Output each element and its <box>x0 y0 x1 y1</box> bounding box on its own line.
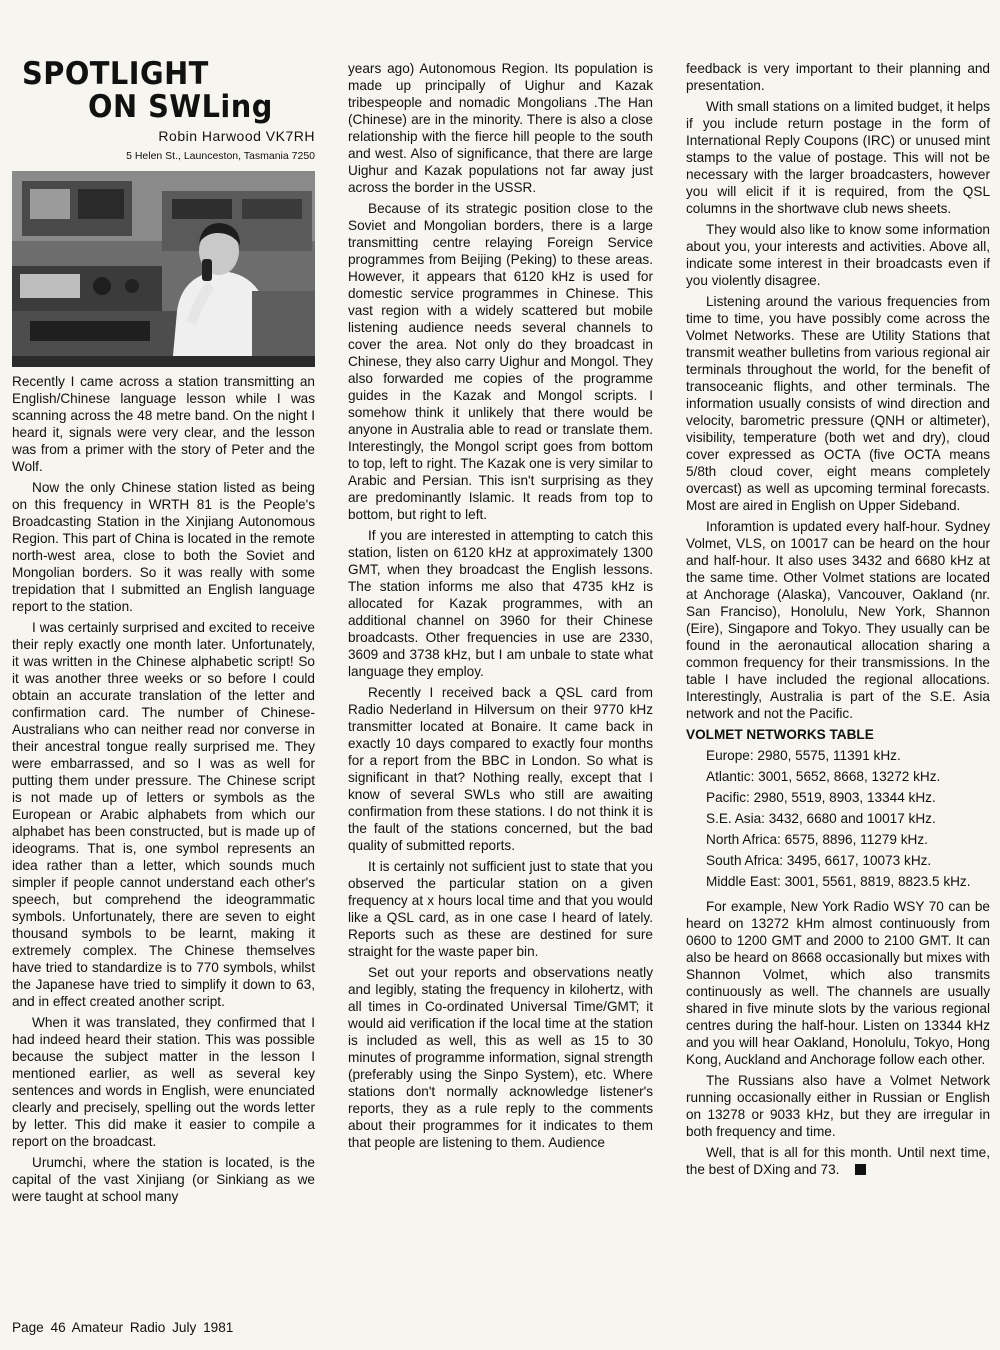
paragraph: For example, New York Radio WSY 70 can be heard on 13272 kHm almost continuously from 0600 to 1200 GMT and 2000 to 2100 GMT. It can also be heard on 8668 occasionally but mixes with Shannon Volmet, which also transmits continuously as well. The channels are usually shared in five minute slots by the various regional centres during the half-hour. Listen on 13344 kHz and you will hear Oakland, Honolulu, Tokyo, Hong Kong, Auckland and Anchorage follow each other. <box>686 899 990 1067</box>
paragraph: Recently I came across a station transmitting an English/Chinese language lesson while I was scanning across the 48 metre band. On the night I heard it, signals were very clear, and the lesson was from a primer with the story of Peter and the Wolf. <box>12 374 315 474</box>
paragraph: Inforamtion is updated every half-hour. Sydney Volmet, VLS, on 10017 can be heard on the hour and half-hour. It also uses 3432 and 6680 kHz at the same time. Other Volmet stations are located at Anchorage (Alaska), Vancouver, Oakland (nr. San Franciso), Honolulu, New York, Shannon (Eire), Singapore and Tokyo. They usually can be found in the aeronautical allocation sharing a common frequency for their transmissions. In the table I have included the regional allocations. Interestingly, Australia is part of the S.E. Asia network and not the Pacific. <box>686 519 990 721</box>
volmet-table-row: S.E. Asia: 3432, 6680 and 10017 kHz. <box>706 811 936 826</box>
paragraph: Set out your reports and observations neatly and legibly, stating the frequency in kilohertz, with all times in Co-ordinated Universal Time/GMT; it would aid verification if the local time at the station is included as well, this as well as 15 to 30 minutes of programme information, signal strength (preferably using the Sinpo System), etc. Where stations don't normally acknowledge listener's reports, they as a rule reply to the comments about their programmes for it indicates to them that people are listening to them. Audience <box>348 965 653 1150</box>
paragraph: When it was translated, they confirmed that I had indeed heard their station. This was possible because the subject matter in the lesson I mentioned earlier, as well as several key sentences and words in English, were enunciated clearly and precisely, spelling out the words letter by letter. This did make it easier to compile a report on the broadcast. <box>12 1015 315 1149</box>
volmet-table-row: Middle East: 3001, 5561, 8819, 8823.5 kHz. <box>706 874 971 889</box>
paragraph: feedback is very important to their planning and presentation. <box>686 61 990 93</box>
author-byline: Robin Harwood VK7RH <box>158 128 315 144</box>
volmet-table-row: Atlantic: 3001, 5652, 8668, 13272 kHz. <box>706 769 941 784</box>
paragraph: With small stations on a limited budget, it helps if you include return postage in the form of International Reply Coupons (IRC) or unused mint stamps to the value of postage. This will not be necessary with the larger broadcasters, however you will elicit if it is required, from the QSL columns in the shortwave club news sheets. <box>686 99 990 216</box>
paragraph: Recently I received back a QSL card from Radio Nederland in Hilversum on their 9770 kHz transmitter located at Bonaire. It came back in exactly 10 days compared to exactly four months for a report from the BBC in London. So what is significant in that? Nothing really, except that I know of several SWLs who still are awaiting confirmation from these stations. I do not think it is the fault of the stations concerned, but the bad quality of submitted reports. <box>348 685 653 853</box>
page-footer: Page 46 Amateur Radio July 1981 <box>12 1320 234 1335</box>
volmet-table-row: Europe: 2980, 5575, 11391 kHz. <box>706 748 901 763</box>
paragraph-final <box>686 1144 990 1178</box>
volmet-table-row: South Africa: 3495, 6617, 10073 kHz. <box>706 853 932 868</box>
paragraph: Urumchi, where the station is located, is the capital of the vast Xinjiang (or Sinkiang as we were taught at school many <box>12 1155 315 1204</box>
column-1 <box>12 58 315 1209</box>
paragraph: They would also like to know some information about you, your interests and activities. Above all, indicate some interest in their broadcasts even if you violently disagree. <box>686 222 990 288</box>
column-3 <box>686 60 990 1182</box>
paragraph: Because of its strategic position close to the Soviet and Mongolian borders, there is a large transmitting centre relaying Foreign Service programmes from Beijing (Peking) to these areas. However, it appears that 6120 kHz is used for domestic service programmes in Chinese. This vast region with a widely scattered but mobile listening audience needs several channels to cover the area. Not only do they broadcast in Chinese, they also carry Uighur and Mongol. They also forwarded me copies of the programme guides in the Kazak and Mongol scripts. I somehow think it unlikely that there would be anyone in Australia able to read or translate them. Interestingly, the Mongol script goes from bottom to top, left to right. The Kazak one is very similar to Arabic and Persian. This isn't surprising as they are predominantly Islamic. It reads from top to bottom, but right to left. <box>348 201 653 522</box>
photo-illustration <box>12 171 315 367</box>
end-of-article-mark <box>855 1164 866 1175</box>
volmet-table <box>686 726 990 890</box>
paragraph: If you are interested in attempting to catch this station, listen on 6120 kHz at approximately 1300 GMT, when they broadcast the English lessons. The station informs me also that 4735 kHz is allocated for Kazak programmes, with an additional channel on 3960 for their Chinese broadcasts. Other frequencies in use are 2330, 3609 and 3738 kHz, but I am unbale to state what language they employ. <box>348 528 653 679</box>
closing-text: Well, that is all for this month. Until next time, the best of DXing and 73. <box>686 1145 990 1177</box>
column-2 <box>348 60 653 1155</box>
volmet-table-row: Pacific: 2980, 5519, 8903, 13344 kHz. <box>706 790 936 805</box>
title-line-1: SPOTLIGHT <box>22 56 209 92</box>
paragraph: Now the only Chinese station listed as being on this frequency in WRTH 81 is the People's Broadcasting Station in the Xinjiang Autonomous Region. This part of China is located in the remote north-west area, close to both the Soviet and Mongolian borders. So it was really with some trepidation that I submitted an English language report to the station. <box>12 480 315 614</box>
paragraph: I was certainly surprised and excited to receive their reply exactly one month later. Unfortunately, it was written in the Chinese alphabetic script! So it was another three weeks or so before I could obtain an accurate translation of the letter and confirmation card. The number of Chinese-Australians who can neither read nor converse in their ancestral tongue really surprised me. They were embarrassed, and so I was as well for putting them under pressure. The Chinese script is not made up of letters or symbols as the European or Arabic alphabets from which our alphabet has been constructed, but is made up of ideograms. That is, one symbol represents an idea rather than a letter, which sounds much simpler if people cannot understand each other's speech, but comprehend the ideogrammatic symbols. Unfortunately, there are seven to eight thousand symbols to be learnt, making it extremely complex. The Chinese themselves have tried to standardize is to 770 symbols, whilst the Japanese have tried to simplify it down to 63, and in effect created another script. <box>12 620 315 1009</box>
paragraph: Listening around the various frequencies from time to time, you have possibly come across the Volmet Networks. These are Utility Stations that transmit weather bulletins from various regional air terminals throughout the world, for the benefit of transoceanic flights, and other terminals. The information usually consists of wind direction and velocity, barometric pressure (QNH or altimeter), visibility, temperature (both wet and dry), cloud cover expressed as OCTA (five OCTA means 5/8th cloud cover, eight means completely overcast) as well as upcoming terminal forecasts. Most are aired in English on Upper Sideband. <box>686 294 990 513</box>
volmet-table-heading: VOLMET NETWORKS TABLE <box>686 727 874 742</box>
paragraph: The Russians also have a Volmet Network running occasionally either in Russian or English on 13278 or 9033 kHz, but they are irregular in both frequency and time. <box>686 1073 990 1139</box>
operator-photo <box>12 171 315 367</box>
title-line-2: ON SWLing <box>88 89 273 125</box>
author-address: 5 Helen St., Launceston, Tasmania 7250 <box>126 150 315 162</box>
volmet-table-row: North Africa: 6575, 8896, 11279 kHz. <box>706 832 928 847</box>
paragraph: years ago) Autonomous Region. Its population is made up principally of Uighur and Kazak tribespeople and nomadic Mongolians .The Han (Chinese) are in the minority. There is also a close relationship with the fierce hill people to the south and west. Also of significance, that there are large Uighur and Kazak populations not far away just across the border in the USSR. <box>348 61 653 195</box>
paragraph: It is certainly not sufficient just to state that you observed the particular station on a given frequency at x hours local time and that you would like a QSL card, as in one case I heard of lately. Reports such as these are destined for sure straight for the waste paper bin. <box>348 859 653 959</box>
